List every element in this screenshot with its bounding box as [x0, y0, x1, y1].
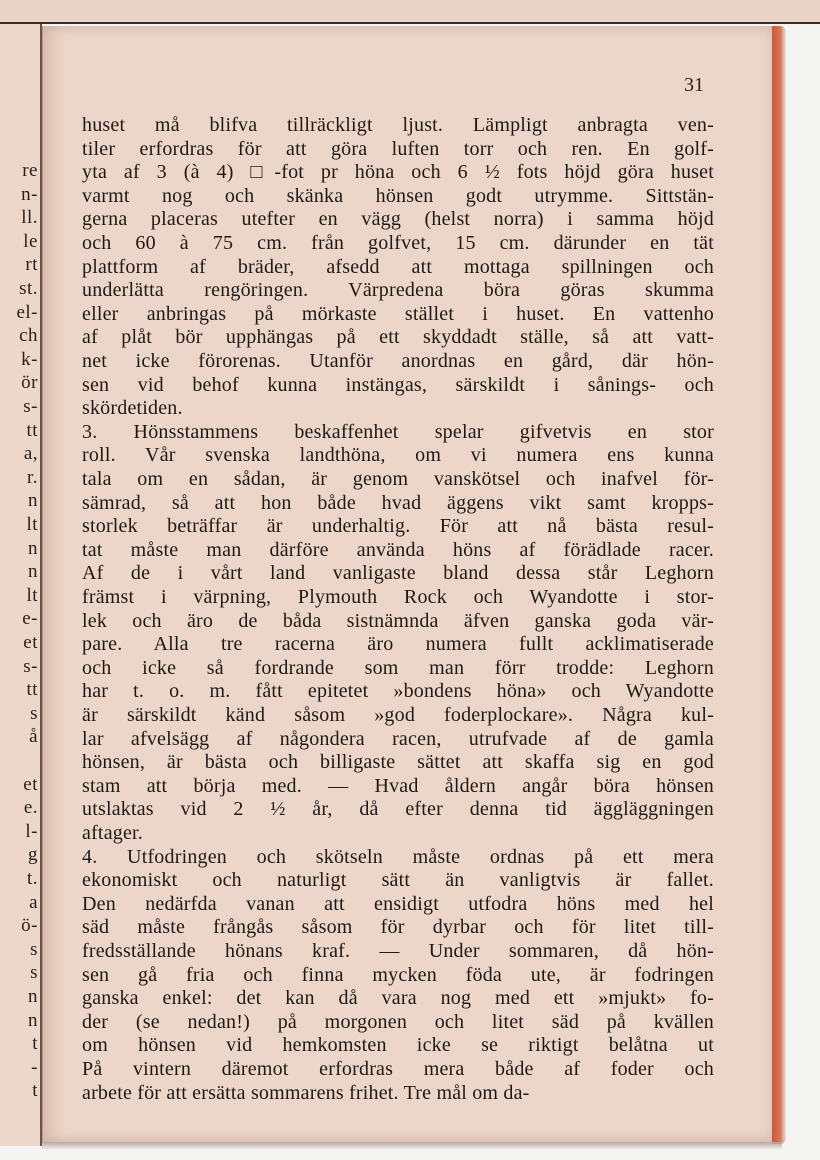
text-line: varmt nog och skänka hönsen godt utrymme. Sittstän- [82, 184, 714, 207]
page-number: 31 [684, 74, 704, 96]
text-line: lar afvelsägg af någondera racen, utrufvade af de gamla [82, 727, 714, 750]
text-line: der (se nedan!) på morgonen och litet säd på kvällen [82, 1010, 714, 1033]
text-line: net icke förorenas. Utanför anordnas en gård, där hön- [82, 350, 714, 372]
previous-page-edge [0, 24, 42, 1146]
previous-page-fragment: s- [23, 396, 38, 417]
text-line: ekonomiskt och naturligt sätt än vanligtvis är fallet. [82, 869, 714, 892]
previous-page-fragment: t [32, 1033, 38, 1055]
previous-page-fragment: a, [23, 443, 38, 465]
previous-page-fragment: l- [25, 820, 38, 842]
previous-page-fragment: n [28, 490, 38, 512]
text-line: sämrad, så att hon både hvad äggens vikt samt kropps- [82, 491, 714, 514]
page-bottom-shadow [42, 1142, 782, 1150]
text-line: aftager. [82, 822, 144, 844]
text-line: ganska enkel: det kan då vara nog med ett »mjukt» fo- [82, 987, 714, 1010]
previous-page-fragment: s [30, 702, 38, 724]
previous-page-fragment: e- [22, 608, 38, 630]
text-line: lek och äro de båda sistnämnda äfven ganska goda vär- [82, 609, 714, 632]
previous-page-fragment: a [29, 891, 38, 913]
previous-page-fragment: t. [26, 868, 38, 889]
text-line: sen gå fria och finna mycken föda ute, är fodringen [82, 963, 714, 986]
previous-page-fragment: n [28, 537, 38, 559]
previous-page-fragment: re [22, 160, 38, 181]
previous-page-fragment: n [28, 986, 38, 1007]
text-line: och 60 à 75 cm. från golfvet, 15 cm. därunder en tät [82, 232, 714, 254]
book-top-edge [0, 0, 820, 24]
text-line: fredsställande hönans kraf. — Under sommaren, då hön- [82, 940, 714, 962]
text-line: utslaktas vid 2 ½ år, då efter denna tid äggläggningen [82, 798, 714, 821]
previous-page-fragment: e. [23, 797, 38, 819]
previous-page-fragment: lt [26, 584, 38, 606]
previous-page-fragment: le [23, 230, 38, 252]
text-line: stam att börja med. — Hvad åldern angår böra hönsen [82, 774, 714, 797]
book-cover-edge [772, 26, 786, 1144]
text-line: pare. Alla tre racerna äro numera fullt acklimatiserade [82, 633, 714, 656]
previous-page-fragment: n [28, 1009, 38, 1031]
previous-page-fragment: el- [16, 301, 38, 323]
text-line: yta af 3 (à 4) □-fot pr höna och 6 ½ fots höjd göra huset [82, 161, 714, 184]
previous-page-fragment: n- [21, 183, 38, 205]
text-line: 4. Utfodringen och skötseln måste ordnas på ett mera [82, 845, 714, 868]
text-line: af plåt bör upphängas på ett skyddadt ställe, så att vatt- [82, 326, 714, 349]
text-line: är särskildt känd såsom »god foderplockare». Några kul- [82, 704, 714, 726]
text-line: tat måste man därföre använda höns af förädlade racer. [82, 538, 714, 561]
text-line: På vintern däremot erfordras mera både af foder och [82, 1058, 714, 1080]
previous-page-fragment: et [23, 773, 38, 795]
text-line: eller anbringas på mörkaste stället i huset. En vattenho [82, 302, 714, 325]
previous-page-fragment: lt [26, 514, 38, 535]
previous-page-fragment: ör [21, 372, 38, 394]
text-line: tala om en sådan, är genom vanskötsel och inafvel för- [82, 468, 714, 490]
previous-page-fragment: n [28, 561, 38, 583]
text-line: 3. Hönsstammens beskaffenhet spelar gifvetvis en stor [82, 420, 714, 443]
text-line: Den nedärfda vanan att ensidigt utfodra höns med hel [82, 892, 714, 915]
previous-page-fragment: g [28, 844, 38, 866]
text-line: tiler erfordras för att göra luften torr och ren. En golf- [82, 137, 714, 160]
text-line: gerna placeras utefter en vägg (helst norra) i samma höjd [82, 208, 714, 231]
previous-page-fragment: s [30, 962, 38, 984]
text-line: plattform af bräder, afsedd att mottaga spillningen och [82, 255, 714, 278]
previous-page-fragment: - [31, 1056, 38, 1078]
previous-page-fragment: ll. [21, 207, 38, 229]
text-line: säd måste frångås såsom för dyrbar och för litet till- [82, 916, 714, 939]
previous-page-fragment: st. [19, 278, 38, 299]
text-line: sen vid behof kunna instängas, särskildt i sånings- och [82, 373, 714, 396]
text-line: om hönsen vid hemkomsten icke se riktigt belåtna ut [82, 1034, 714, 1057]
previous-page-fragment: t [32, 1080, 38, 1102]
text-line: huset må blifva tillräckligt ljust. Lämpligt anbragta ven- [82, 114, 714, 136]
text-line: hönsen, är bästa och billigaste sättet att skaffa sig en god [82, 751, 714, 774]
text-line: främst i värpning, Plymouth Rock och Wyandotte i stor- [82, 586, 714, 608]
previous-page-fragment: ö- [21, 915, 38, 937]
previous-page-fragment: tt [26, 679, 38, 701]
previous-page-fragment: s [30, 938, 38, 960]
text-line: har t. o. m. fått epitetet »bondens höna» och Wyandotte [82, 680, 714, 703]
previous-page-fragment: k- [21, 348, 38, 370]
text-line: storlek beträffar är underhaltig. För att nå bästa resul- [82, 515, 714, 538]
previous-page-fragment: et [23, 632, 38, 653]
text-line: och icke så fordrande som man förr trodde: Leghorn [82, 656, 714, 679]
previous-page-fragment: s- [23, 655, 38, 677]
text-line: underlätta rengöringen. Värpredena böra göras skumma [82, 279, 714, 302]
previous-page-fragment: rt [25, 254, 38, 276]
text-line: arbete för att ersätta sommarens frihet. Tre mål om da- [82, 1081, 530, 1104]
text-line: roll. Vår svenska landthöna, om vi numera ens kunna [82, 444, 714, 467]
previous-page-fragment: å [29, 726, 38, 748]
previous-page-fragment: r. [26, 466, 38, 488]
previous-page-fragment: tt [26, 419, 38, 441]
text-line: Af de i vårt land vanligaste bland dessa står Leghorn [82, 562, 714, 585]
previous-page-fragment: ch [19, 325, 38, 347]
text-line: skördetiden. [82, 397, 183, 420]
